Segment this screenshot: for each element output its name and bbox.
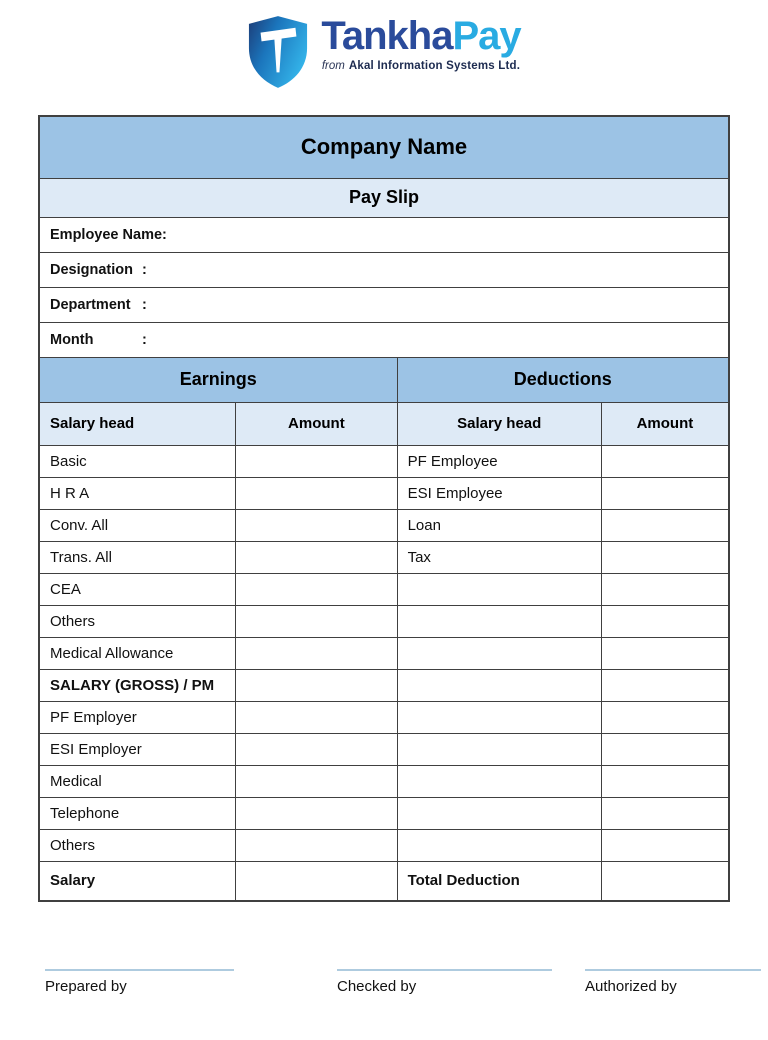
section-header-row xyxy=(39,357,729,402)
salary-row xyxy=(39,605,729,637)
salary-row xyxy=(39,861,729,901)
earning-label-cell: H R A xyxy=(39,477,236,509)
deduction-amount-cell xyxy=(601,797,729,829)
deduction-amount-cell xyxy=(601,509,729,541)
employee-name-row xyxy=(39,217,729,252)
earning-label-cell: Salary xyxy=(39,861,236,901)
deduction-label-cell xyxy=(397,829,601,861)
deduction-label-cell: Loan xyxy=(397,509,601,541)
authorized-by-signature-line xyxy=(585,969,761,971)
payslip-title-row xyxy=(39,178,729,217)
deduction-amount-cell xyxy=(601,765,729,797)
salary-row xyxy=(39,829,729,861)
deduction-label-cell xyxy=(397,733,601,765)
earning-amount-cell xyxy=(236,765,397,797)
salary-table-body xyxy=(39,445,729,901)
earning-label-cell: Medical Allowance xyxy=(39,637,236,669)
deduction-label-cell xyxy=(397,765,601,797)
deductions-amount-header: Amount xyxy=(601,402,729,445)
month-row xyxy=(39,322,729,357)
earning-amount-cell xyxy=(236,829,397,861)
earning-label-cell: Basic xyxy=(39,445,236,477)
earning-amount-cell xyxy=(236,701,397,733)
department-row xyxy=(39,287,729,322)
deduction-label-cell xyxy=(397,797,601,829)
designation-colon: : xyxy=(142,261,147,278)
prepared-by-label: Prepared by xyxy=(45,978,127,995)
earning-amount-cell xyxy=(236,797,397,829)
deduction-label-cell: Total Deduction xyxy=(397,861,601,901)
deductions-salary-head-header: Salary head xyxy=(397,402,601,445)
deduction-amount-cell xyxy=(601,477,729,509)
earning-amount-cell xyxy=(236,669,397,701)
deduction-amount-cell xyxy=(601,541,729,573)
deduction-amount-cell xyxy=(601,637,729,669)
designation-row xyxy=(39,252,729,287)
earning-amount-cell xyxy=(236,445,397,477)
earning-amount-cell xyxy=(236,861,397,901)
brand-primary: Tankha xyxy=(321,14,453,58)
salary-row xyxy=(39,509,729,541)
earnings-salary-head-header: Salary head xyxy=(39,402,236,445)
company-name-title: Company Name xyxy=(39,116,729,178)
tankhapay-shield-icon xyxy=(247,13,309,91)
prepared-by-signature-line xyxy=(45,969,234,971)
department-label: Department xyxy=(50,296,131,313)
earnings-amount-header: Amount xyxy=(236,402,397,445)
earnings-section-header: Earnings xyxy=(39,357,397,402)
salary-row xyxy=(39,669,729,701)
salary-row xyxy=(39,445,729,477)
employee-name-label: Employee Name xyxy=(50,226,163,243)
salary-row xyxy=(39,765,729,797)
logo-text-block xyxy=(321,13,520,72)
earning-label-cell: CEA xyxy=(39,573,236,605)
earning-amount-cell xyxy=(236,477,397,509)
salary-row xyxy=(39,701,729,733)
deduction-label-cell xyxy=(397,573,601,605)
column-header-row xyxy=(39,402,729,445)
deduction-amount-cell xyxy=(601,669,729,701)
deduction-label-cell: Tax xyxy=(397,541,601,573)
checked-by-signature-line xyxy=(337,969,552,971)
deduction-label-cell: PF Employee xyxy=(397,445,601,477)
earning-amount-cell xyxy=(236,733,397,765)
deduction-label-cell xyxy=(397,637,601,669)
tagline-prefix: from xyxy=(321,60,345,72)
checked-by-label: Checked by xyxy=(337,978,417,995)
salary-row xyxy=(39,733,729,765)
deduction-amount-cell xyxy=(601,573,729,605)
brand-secondary: Pay xyxy=(452,14,521,58)
deduction-label-cell xyxy=(397,669,601,701)
earning-label-cell: Medical xyxy=(39,765,236,797)
payslip-title: Pay Slip xyxy=(39,178,729,217)
month-colon: : xyxy=(142,331,147,348)
brand-tagline xyxy=(322,60,520,72)
earning-label-cell: SALARY (GROSS) / PM xyxy=(39,669,236,701)
deduction-label-cell xyxy=(397,701,601,733)
earning-label-cell: Telephone xyxy=(39,797,236,829)
earning-label-cell: Others xyxy=(39,605,236,637)
deduction-amount-cell xyxy=(601,445,729,477)
deduction-label-cell: ESI Employee xyxy=(397,477,601,509)
employee-name-colon: : xyxy=(162,226,167,243)
deduction-amount-cell xyxy=(601,829,729,861)
earning-label-cell: Others xyxy=(39,829,236,861)
payslip-table xyxy=(38,115,730,902)
earning-amount-cell xyxy=(236,637,397,669)
brand-wordmark xyxy=(321,13,520,59)
month-label: Month xyxy=(50,331,94,348)
earning-label-cell: Conv. All xyxy=(39,509,236,541)
designation-label: Designation xyxy=(50,261,133,278)
earning-label-cell: ESI Employer xyxy=(39,733,236,765)
prepared-by-block xyxy=(45,969,234,995)
deduction-amount-cell xyxy=(601,861,729,901)
salary-row xyxy=(39,637,729,669)
deduction-label-cell xyxy=(397,605,601,637)
authorized-by-block xyxy=(585,969,761,995)
deduction-amount-cell xyxy=(601,733,729,765)
salary-row xyxy=(39,573,729,605)
tagline-company: Akal Information Systems Ltd. xyxy=(348,60,521,72)
earning-amount-cell xyxy=(236,509,397,541)
department-colon: : xyxy=(142,296,147,313)
deduction-amount-cell xyxy=(601,701,729,733)
salary-row xyxy=(39,541,729,573)
checked-by-block xyxy=(337,969,552,995)
earning-amount-cell xyxy=(236,573,397,605)
earning-amount-cell xyxy=(236,541,397,573)
earning-label-cell: Trans. All xyxy=(39,541,236,573)
authorized-by-label: Authorized by xyxy=(585,978,677,995)
earning-amount-cell xyxy=(236,605,397,637)
tankhapay-logo xyxy=(0,0,768,91)
salary-row xyxy=(39,797,729,829)
company-name-row xyxy=(39,116,729,178)
deductions-section-header: Deductions xyxy=(397,357,729,402)
earning-label-cell: PF Employer xyxy=(39,701,236,733)
deduction-amount-cell xyxy=(601,605,729,637)
salary-row xyxy=(39,477,729,509)
